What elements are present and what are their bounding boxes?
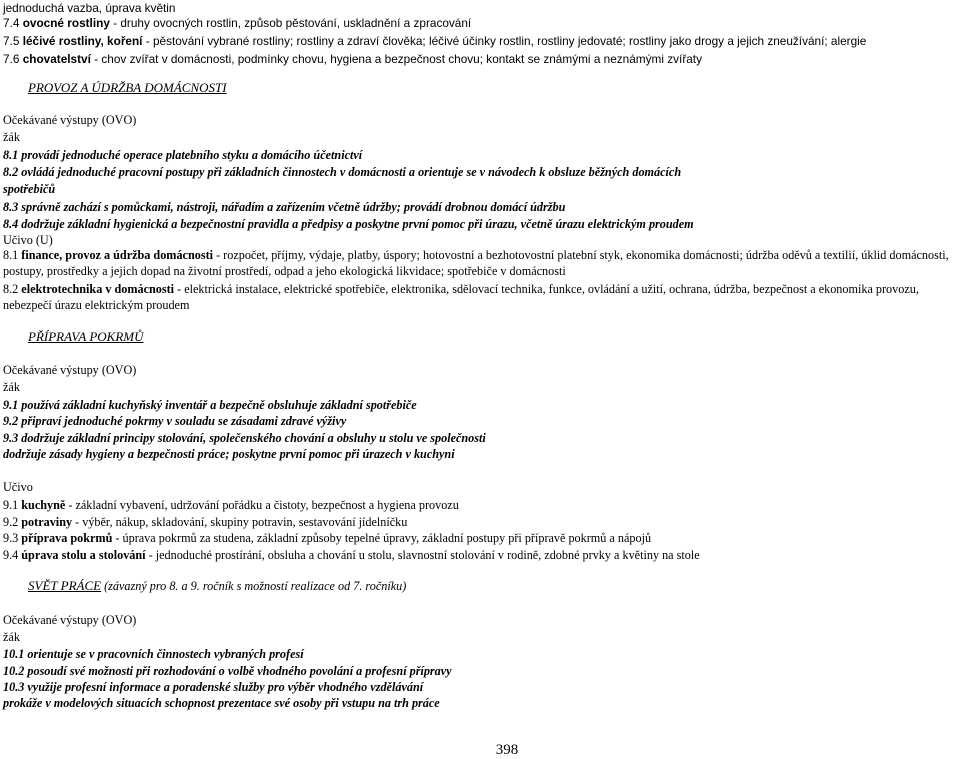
item-text: - rozpočet, příjmy, výdaje, platby, úspory; hotovostní a bezhotovostní platební styk, ekonomika domácnosti; údržba oděvů a textilií, úklid domácnosti, postupy, prostředky a jejich dopad na životní prostředí, odpad a jeho ekologická likvidace; spotřebiče v domácnosti: [3, 248, 949, 278]
zak-label: žák: [3, 630, 20, 644]
curriculum-item: [3, 514, 407, 530]
curriculum-item: [3, 247, 951, 279]
text-line: [3, 15, 471, 31]
outcome: spotřebičů: [3, 182, 56, 196]
curriculum-item: [3, 547, 700, 563]
outcome: 8.1 provádí jednoduché operace platebního styku a domácího účetnictví: [3, 148, 363, 162]
text-line: [3, 33, 866, 49]
item-title: finance, provoz a údržba domácnosti: [21, 248, 214, 262]
section-heading: [28, 578, 406, 594]
item-number: 9.4: [3, 548, 22, 562]
text-line: [3, 0, 175, 16]
item-number: 9.1: [3, 498, 22, 512]
item-number: 8.2: [3, 282, 22, 296]
item-number: 8.1: [3, 248, 22, 262]
zak-label: žák: [3, 130, 20, 144]
outcome: 10.2 posoudí své možnosti při rozhodování o volbě vhodného povolání a profesní přípravy: [3, 664, 452, 678]
item-text: - základní vybavení, udržování pořádku a čistoty, bezpečnost a hygiena provozu: [65, 498, 459, 512]
zak-label: žák: [3, 380, 20, 394]
curriculum-item: [3, 281, 951, 313]
outcome: 9.1 používá základní kuchyňský inventář a bezpečně obsluhuje základní spotřebiče: [3, 398, 417, 412]
outcome: dodržuje zásady hygieny a bezpečnosti práce; poskytne první pomoc při úrazech v kuchyni: [3, 447, 455, 461]
outcome: 8.4 dodržuje základní hygienická a bezpečnostní pravidla a předpisy a poskytne první pomoc při úrazu, včetně úrazu elektrickým proudem: [3, 217, 694, 231]
text: jednoduchá vazba, úprava květin: [3, 1, 176, 15]
item-number: 9.3: [3, 531, 22, 545]
outcome: 10.3 využije profesní informace a poradenské služby pro výběr vhodného vzdělávání: [3, 680, 424, 694]
outcome: 9.2 připraví jednoduché pokrmy v souladu se zásadami zdravé výživy: [3, 414, 347, 428]
item-title: elektrotechnika v domácnosti: [21, 282, 175, 296]
ovo-label: Očekávané výstupy (OVO): [3, 363, 137, 377]
section-heading: PŘÍPRAVA POKRMŮ: [28, 329, 144, 344]
item-text: - výběr, nákup, skladování, skupiny potravin, sestavování jídelníčku: [72, 515, 408, 529]
outcome: 8.2 ovládá jednoduché pracovní postupy při základních činnostech v domácnosti a orientuje se v návodech k obsluze běžných domácích: [3, 165, 682, 179]
item-title: kuchyně: [21, 498, 66, 512]
curriculum-item: [3, 530, 651, 546]
item-text: - chov zvířat v domácnosti, podmínky chovu, hygiena a bezpečnost chovu; kontakt se známými a neznámými zvířaty: [90, 52, 702, 66]
section-title: SVĚT PRÁCE: [28, 578, 102, 593]
ovo-label: Očekávané výstupy (OVO): [3, 613, 137, 627]
item-text: - jednoduché prostírání, obsluha a chování u stolu, slavnostní stolování v rodině, zdobné prvky a květiny na stole: [145, 548, 700, 562]
section-heading: PROVOZ A ÚDRŽBA DOMÁCNOSTI: [28, 80, 227, 95]
outcome: prokáže v modelových situacích schopnost prezentace své osoby při vstupu na trh práce: [3, 696, 440, 710]
item-title: úprava stolu a stolování: [21, 548, 146, 562]
outcome: 10.1 orientuje se v pracovních činnostech vybraných profesí: [3, 647, 304, 661]
item-number: 7.6: [3, 52, 23, 66]
outcome: 8.3 správně zachází s pomůckami, nástroji, nářadím a zařízením včetně údržby; provádí drobnou domácí údržbu: [3, 200, 566, 214]
item-text: - elektrická instalace, elektrické spotřebiče, elektronika, sdělovací technika, funkce, ovládání a užití, ochrana, údržba, bezpečnost a ekonomika provozu, nebezpečí úrazu elektrickým proudem: [3, 282, 919, 312]
item-text: - pěstování vybrané rostliny; rostliny a zdraví člověka; léčivé účinky rostlin, rostliny jedovaté; rostliny jako drogy a jejich zneužívání; alergie: [142, 34, 867, 48]
section-note: (závazný pro 8. a 9. ročník s možností realizace od 7. ročníku): [101, 579, 407, 593]
item-title: ovocné rostliny: [22, 16, 110, 30]
item-number: 9.2: [3, 515, 22, 529]
ovo-label: Očekávané výstupy (OVO): [3, 113, 137, 127]
item-title: léčivé rostliny, koření: [22, 34, 143, 48]
outcome: 9.3 dodržuje základní principy stolování, společenského chování a obsluhy u stolu ve společnosti: [3, 431, 486, 445]
item-number: 7.4: [3, 16, 23, 30]
curriculum-item: [3, 497, 459, 513]
item-title: příprava pokrmů: [21, 531, 113, 545]
text-line: [3, 51, 702, 67]
item-title: potraviny: [21, 515, 73, 529]
page-number: 398: [495, 742, 519, 758]
item-text: - druhy ovocných rostlin, způsob pěstování, uskladnění a zpracování: [109, 16, 472, 30]
item-text: - úprava pokrmů za studena, základní způsoby tepelné úpravy, základní postupy při přípravě pokrmů a nápojů: [112, 531, 652, 545]
item-title: chovatelství: [22, 52, 91, 66]
ucivo-label: Učivo: [3, 480, 33, 494]
ucivo-label: Učivo (U): [3, 233, 53, 247]
item-number: 7.5: [3, 34, 23, 48]
